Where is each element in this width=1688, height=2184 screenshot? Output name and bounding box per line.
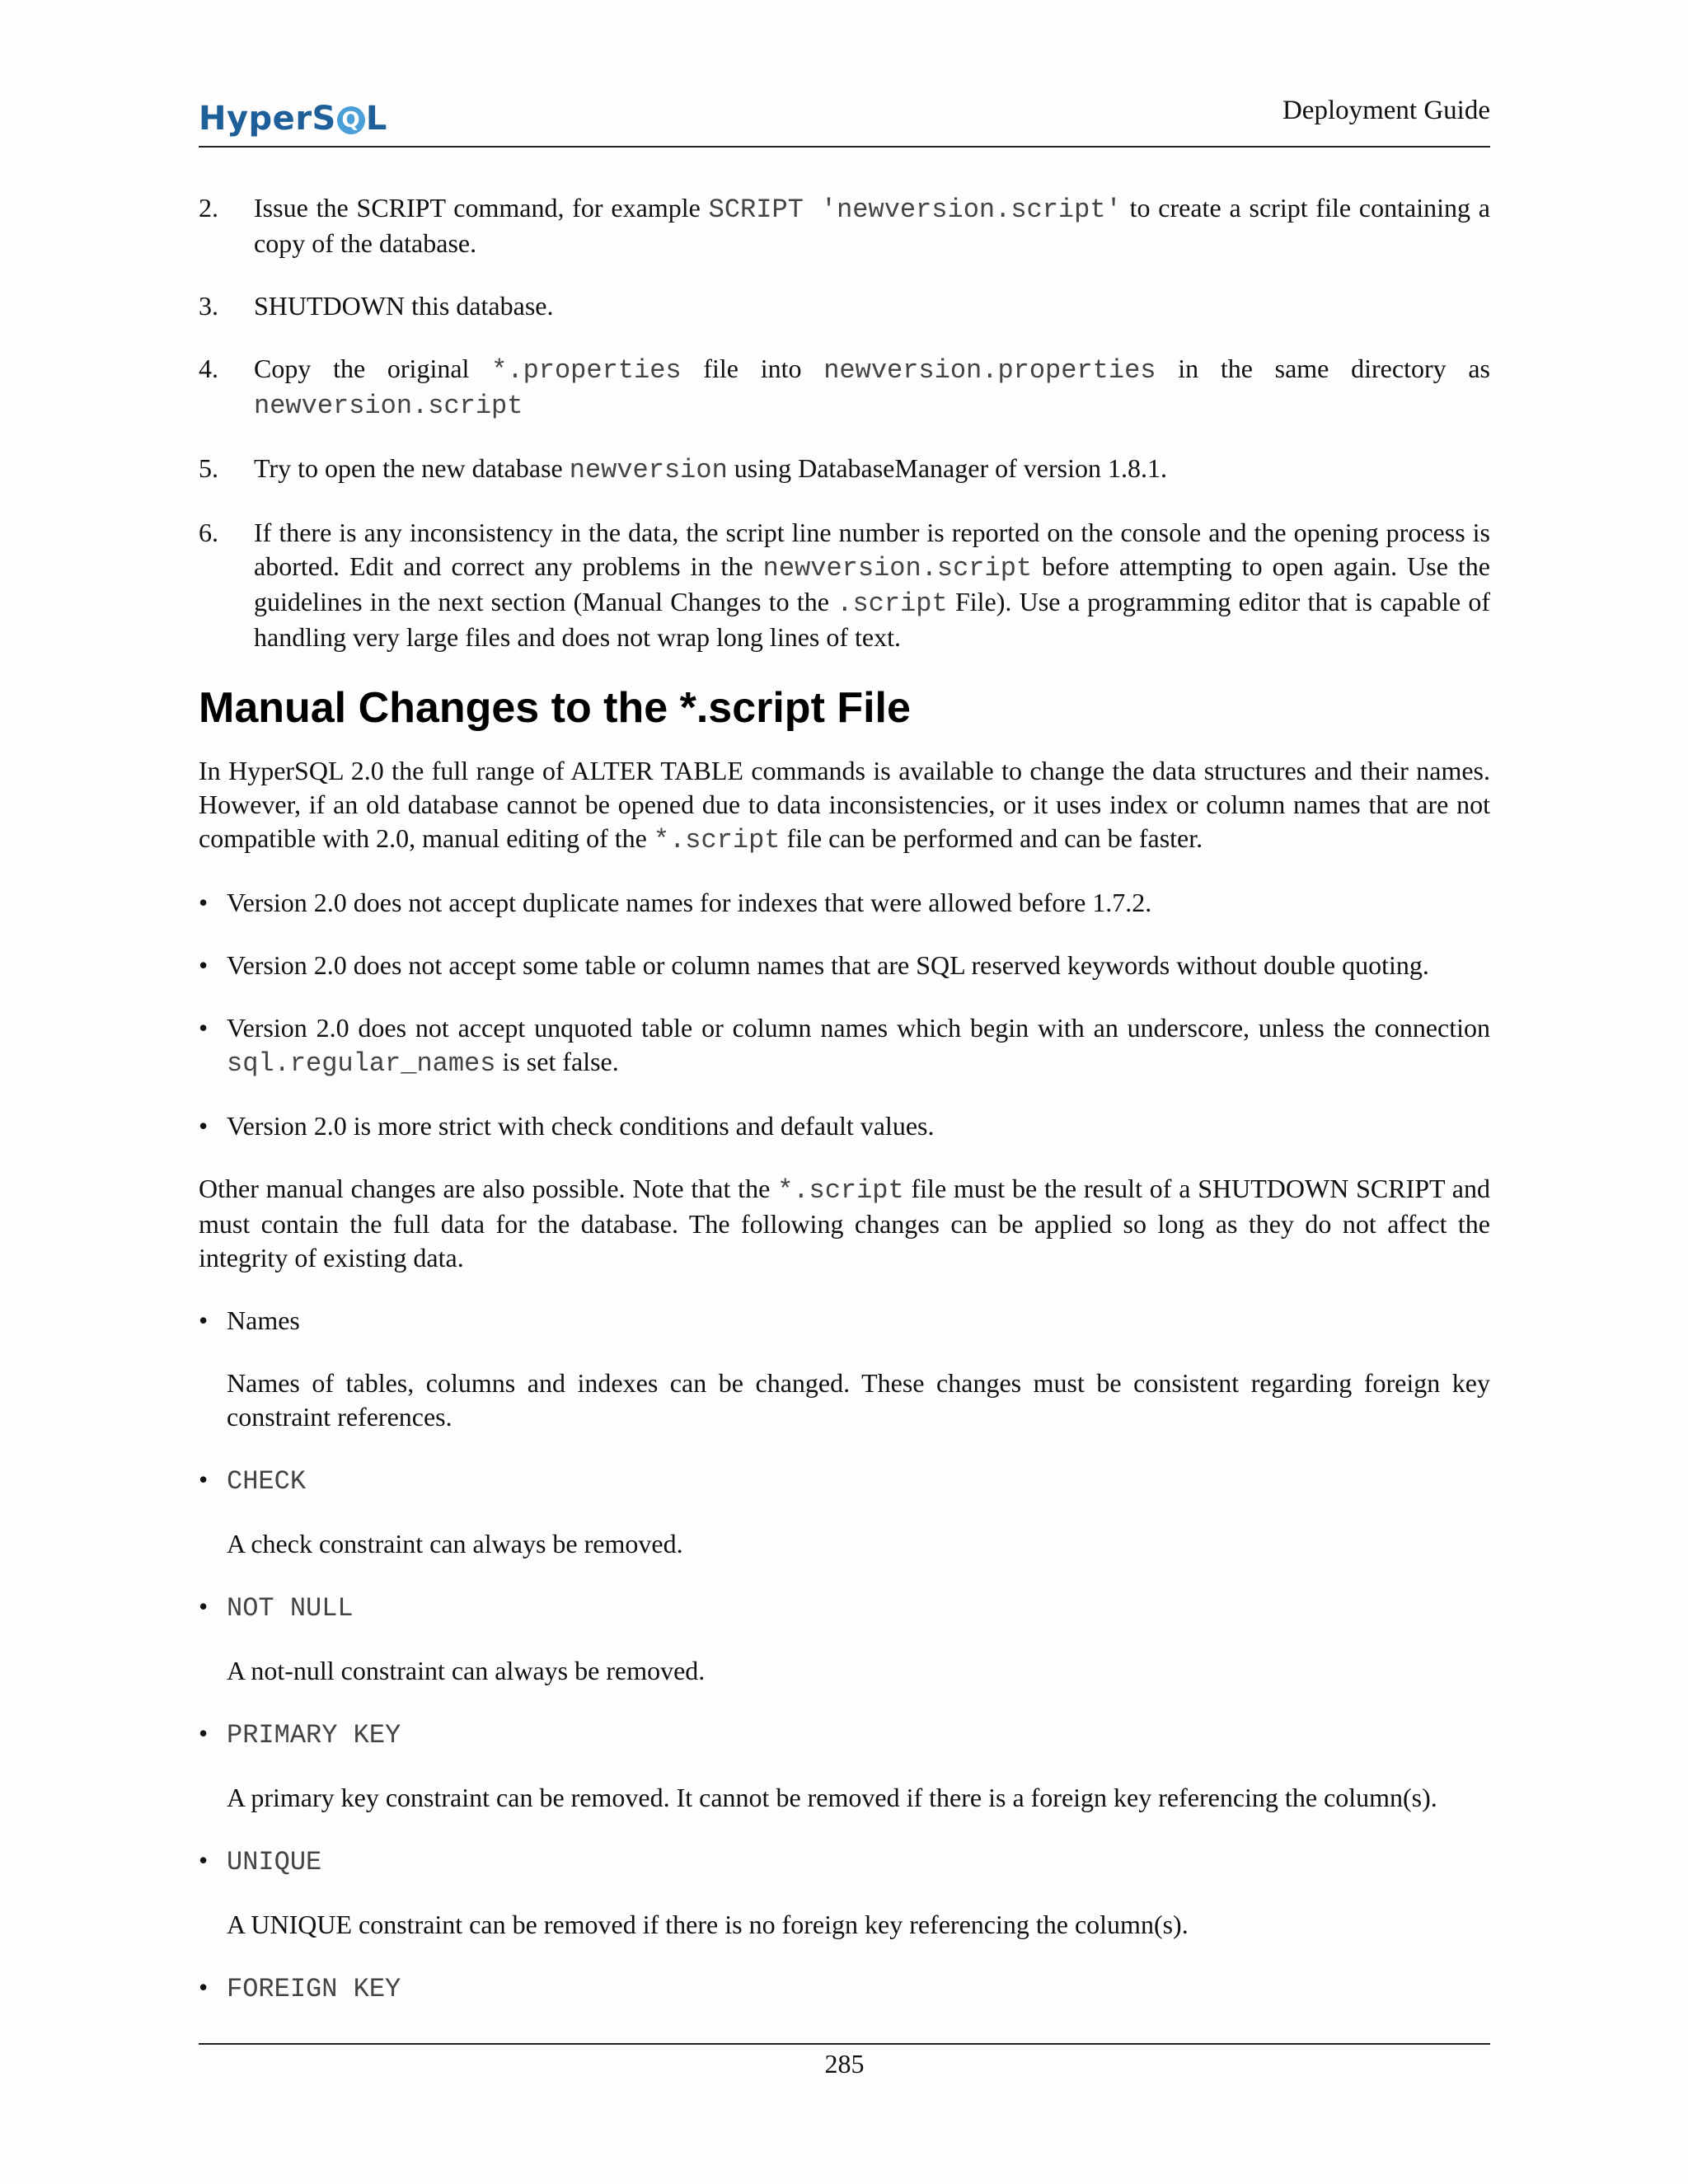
page-content <box>199 191 1490 2035</box>
change-term: Names <box>227 1305 300 1335</box>
section-title: Deployment Guide <box>1282 96 1490 125</box>
change-item: • Names Names of tables, columns and indexes can be changed. These changes must be consistent regarding foreign key constraint references. <box>199 1304 1490 1434</box>
step-item: 4. Copy the original *.properties file into newversion.properties in the same directory as newversion.script <box>199 354 1491 421</box>
restriction-item: • Version 2.0 is more strict with check conditions and default values. <box>199 1111 935 1141</box>
step-item: 3. SHUTDOWN this database. <box>199 291 554 321</box>
change-description: A check constraint can always be removed. <box>227 1529 683 1558</box>
change-term: PRIMARY KEY <box>227 1720 401 1750</box>
change-term: FOREIGN KEY <box>227 1974 401 2004</box>
change-description: A UNIQUE constraint can be removed if there is no foreign key referencing the column(s). <box>227 1910 1189 1939</box>
change-description: Names of tables, columns and indexes can be changed. These changes must be consistent regarding foreign key constraint references. <box>227 1368 1490 1432</box>
section-heading: Manual Changes to the *.script File <box>199 684 911 732</box>
change-item: • PRIMARY KEY A primary key constraint can be removed. It cannot be removed if there is a foreign key referencing the column(s). <box>199 1717 1490 1815</box>
step-item: 6. If there is any inconsistency in the data, the script line number is reported on the console and the opening process is aborted. Edit and correct any problems in the newversion.script before attempting to open again. Use the guidelines in the next section (Manual Changes to the .script File). Use a programming editor that is capable of handling very large files and does not wrap long lines of text. <box>199 518 1491 652</box>
change-item: • NOT NULL A not-null constraint can always be removed. <box>199 1590 1490 1688</box>
change-description: A not-null constraint can always be removed. <box>227 1656 706 1685</box>
change-item: • UNIQUE A UNIQUE constraint can be removed if there is no foreign key referencing the column(s). <box>199 1844 1490 1942</box>
change-item: • FOREIGN KEY <box>199 1972 401 2004</box>
restriction-item: • Version 2.0 does not accept duplicate names for indexes that were allowed before 1.7.2. <box>199 888 1152 917</box>
change-term: UNIQUE <box>227 1847 322 1877</box>
page-header <box>199 91 1490 148</box>
restriction-item: • Version 2.0 does not accept unquoted table or column names which begin with an underscore, unless the connection sql.regular_names is set false. <box>199 1013 1490 1079</box>
change-term: CHECK <box>227 1466 307 1497</box>
footer-rule <box>199 2043 1490 2045</box>
intro-paragraph: In HyperSQL 2.0 the full range of ALTER TABLE commands is available to change the data structures and their names. However, if an old database cannot be opened due to data inconsistencies, or it uses index or column names that are not compatible with 2.0, manual editing of the *.script file can be performed and can be faster. <box>199 756 1490 855</box>
step-item: 5. Try to open the new database newversion using DatabaseManager of version 1.8.1. <box>199 453 1167 485</box>
header-rule <box>199 146 1490 148</box>
hypersql-logo: HyperS Q L <box>199 100 387 138</box>
page-number: 285 <box>824 2049 865 2079</box>
change-item: • CHECK A check constraint can always be removed. <box>199 1463 1490 1561</box>
change-term: NOT NULL <box>227 1593 354 1624</box>
logo-q-icon: Q <box>337 106 365 134</box>
step-item: 2. Issue the SCRIPT command, for example SCRIPT 'newversion.script' to create a script file containing a copy of the database. <box>199 193 1490 258</box>
other-changes-paragraph: Other manual changes are also possible. Note that the *.script file must be the result of a SHUTDOWN SCRIPT and must contain the full data for the database. The following changes can be applied so long as they do not affect the integrity of existing data. <box>199 1174 1491 1272</box>
change-description: A primary key constraint can be removed. It cannot be removed if there is a foreign key referencing the column(s). <box>227 1783 1437 1812</box>
restriction-item: • Version 2.0 does not accept some table or column names that are SQL reserved keywords without double quoting. <box>199 950 1429 980</box>
